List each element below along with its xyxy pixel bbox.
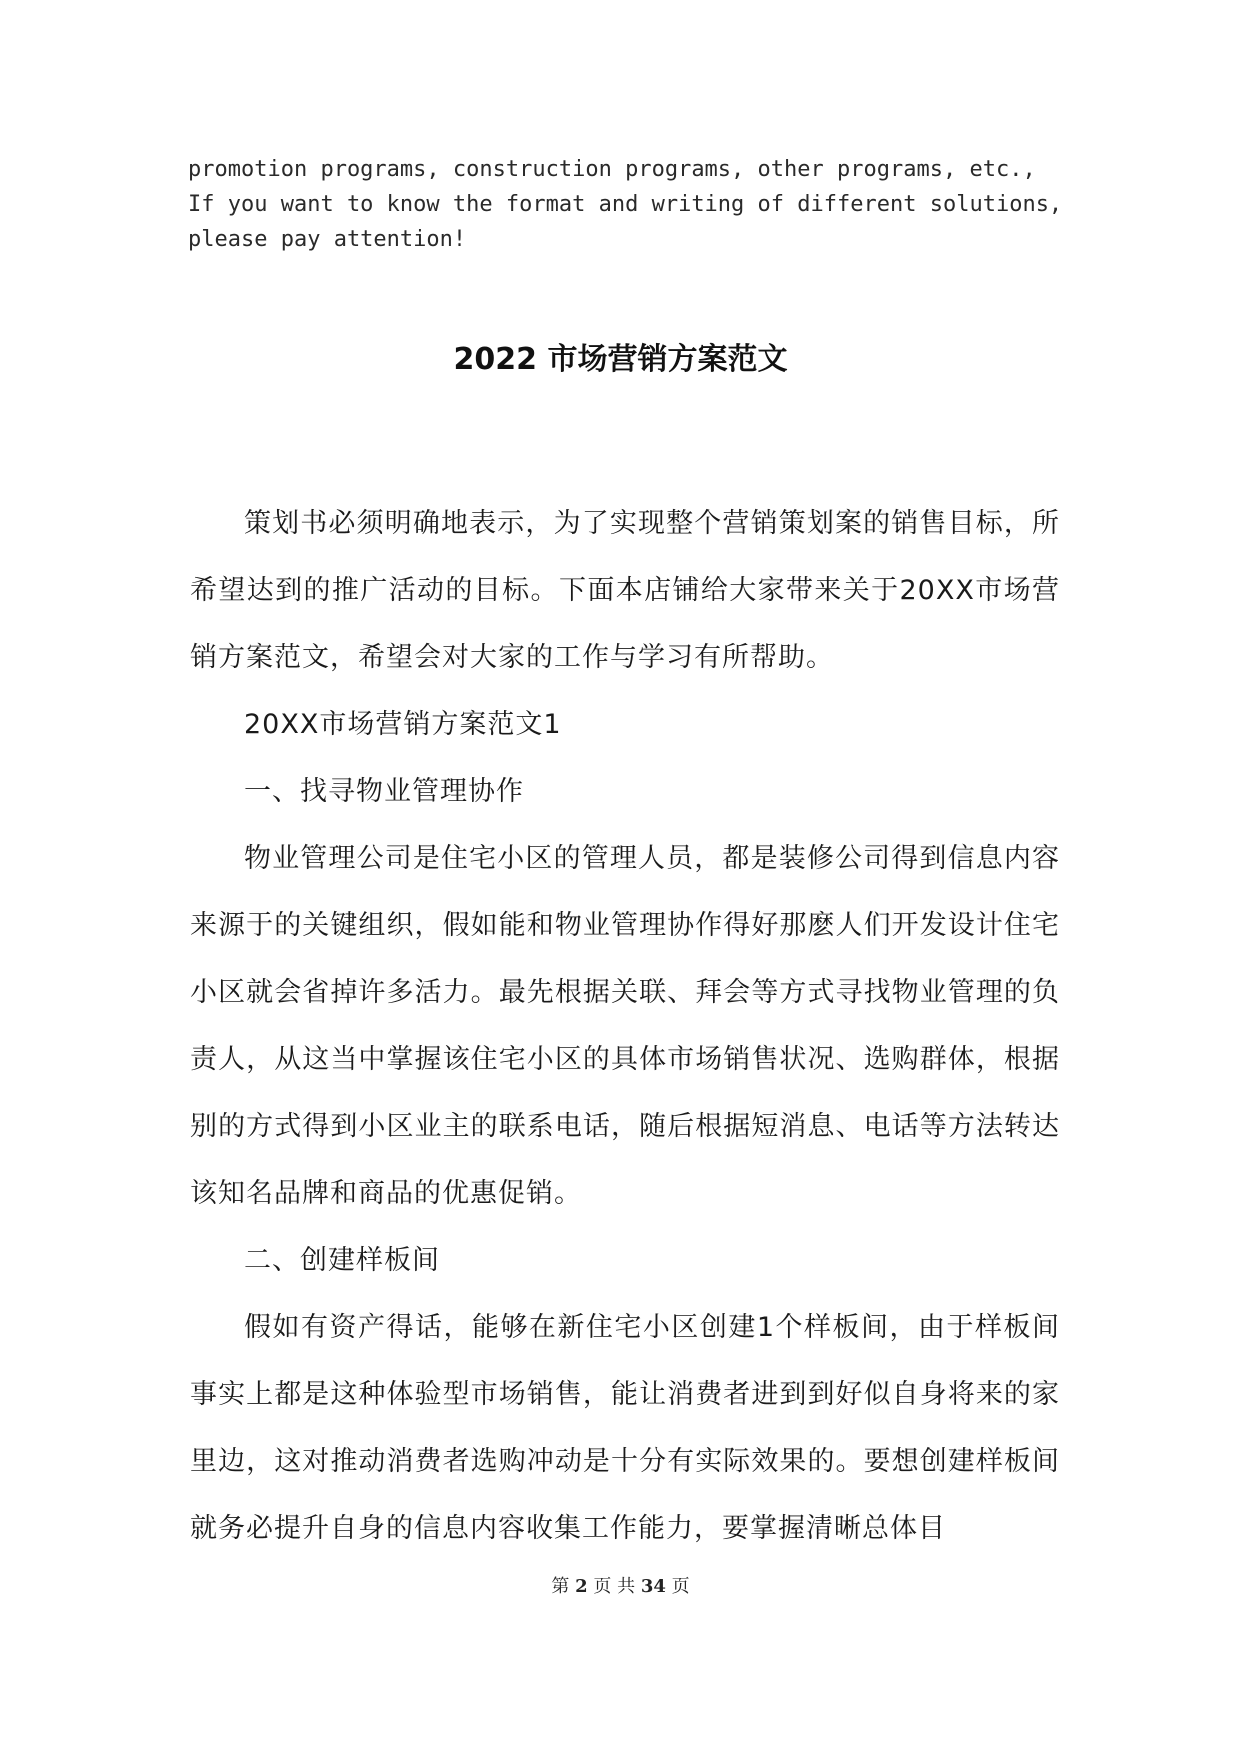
section-heading-sample-1: 20XX市场营销方案范文1 [244, 709, 562, 740]
footer-current-page: 2 [575, 1576, 588, 1597]
document-title: 2022 市场营销方案范文 [453, 342, 788, 377]
paragraph-intro: 策划书必须明确地表示，为了实现整个营销策划案的销售目标，所希望达到的推广活动的目标。下面本店铺给大家带来关于20XX市场营销方案范文，希望会对大家的工作与学习有所帮助。 [190, 508, 1060, 673]
section-heading-property-management: 一、找寻物业管理协作 [244, 776, 524, 807]
footer-middle: 页 共 [593, 1576, 636, 1597]
footer-suffix: 页 [671, 1576, 690, 1597]
paragraph-property-management: 物业管理公司是住宅小区的管理人员，都是装修公司得到信息内容来源于的关键组织，假如能和物业管理协作得好那麽人们开发设计住宅小区就会省掉许多活力。最先根据关联、拜会等方式寻找物业管理的负责人，从这当中掌握该住宅小区的具体市场销售状况、选购群体，根据别的方式得到小区业主的联系电话，随后根据短消息、电话等方法转达该知名品牌和商品的优惠促销。 [190, 843, 1060, 1209]
intro-english-text: promotion programs, construction programs, other programs, etc., If you want to know the format and writing of different solutions, please pay attention! [188, 157, 1063, 252]
page-number-footer [0, 1572, 1241, 1598]
section-heading-model-room: 二、创建样板间 [244, 1245, 440, 1276]
paragraph-model-room: 假如有资产得话，能够在新住宅小区创建1个样板间，由于样板间事实上都是这种体验型市场销售，能让消费者进到到好似自身将来的家里边，这对推动消费者选购冲动是十分有实际效果的。要想创建样板间就务必提升自身的信息内容收集工作能力，要掌握清晰总体目 [190, 1312, 1060, 1544]
footer-prefix: 第 [551, 1576, 570, 1597]
footer-total-pages: 34 [640, 1576, 666, 1597]
document-body [190, 490, 1060, 1562]
